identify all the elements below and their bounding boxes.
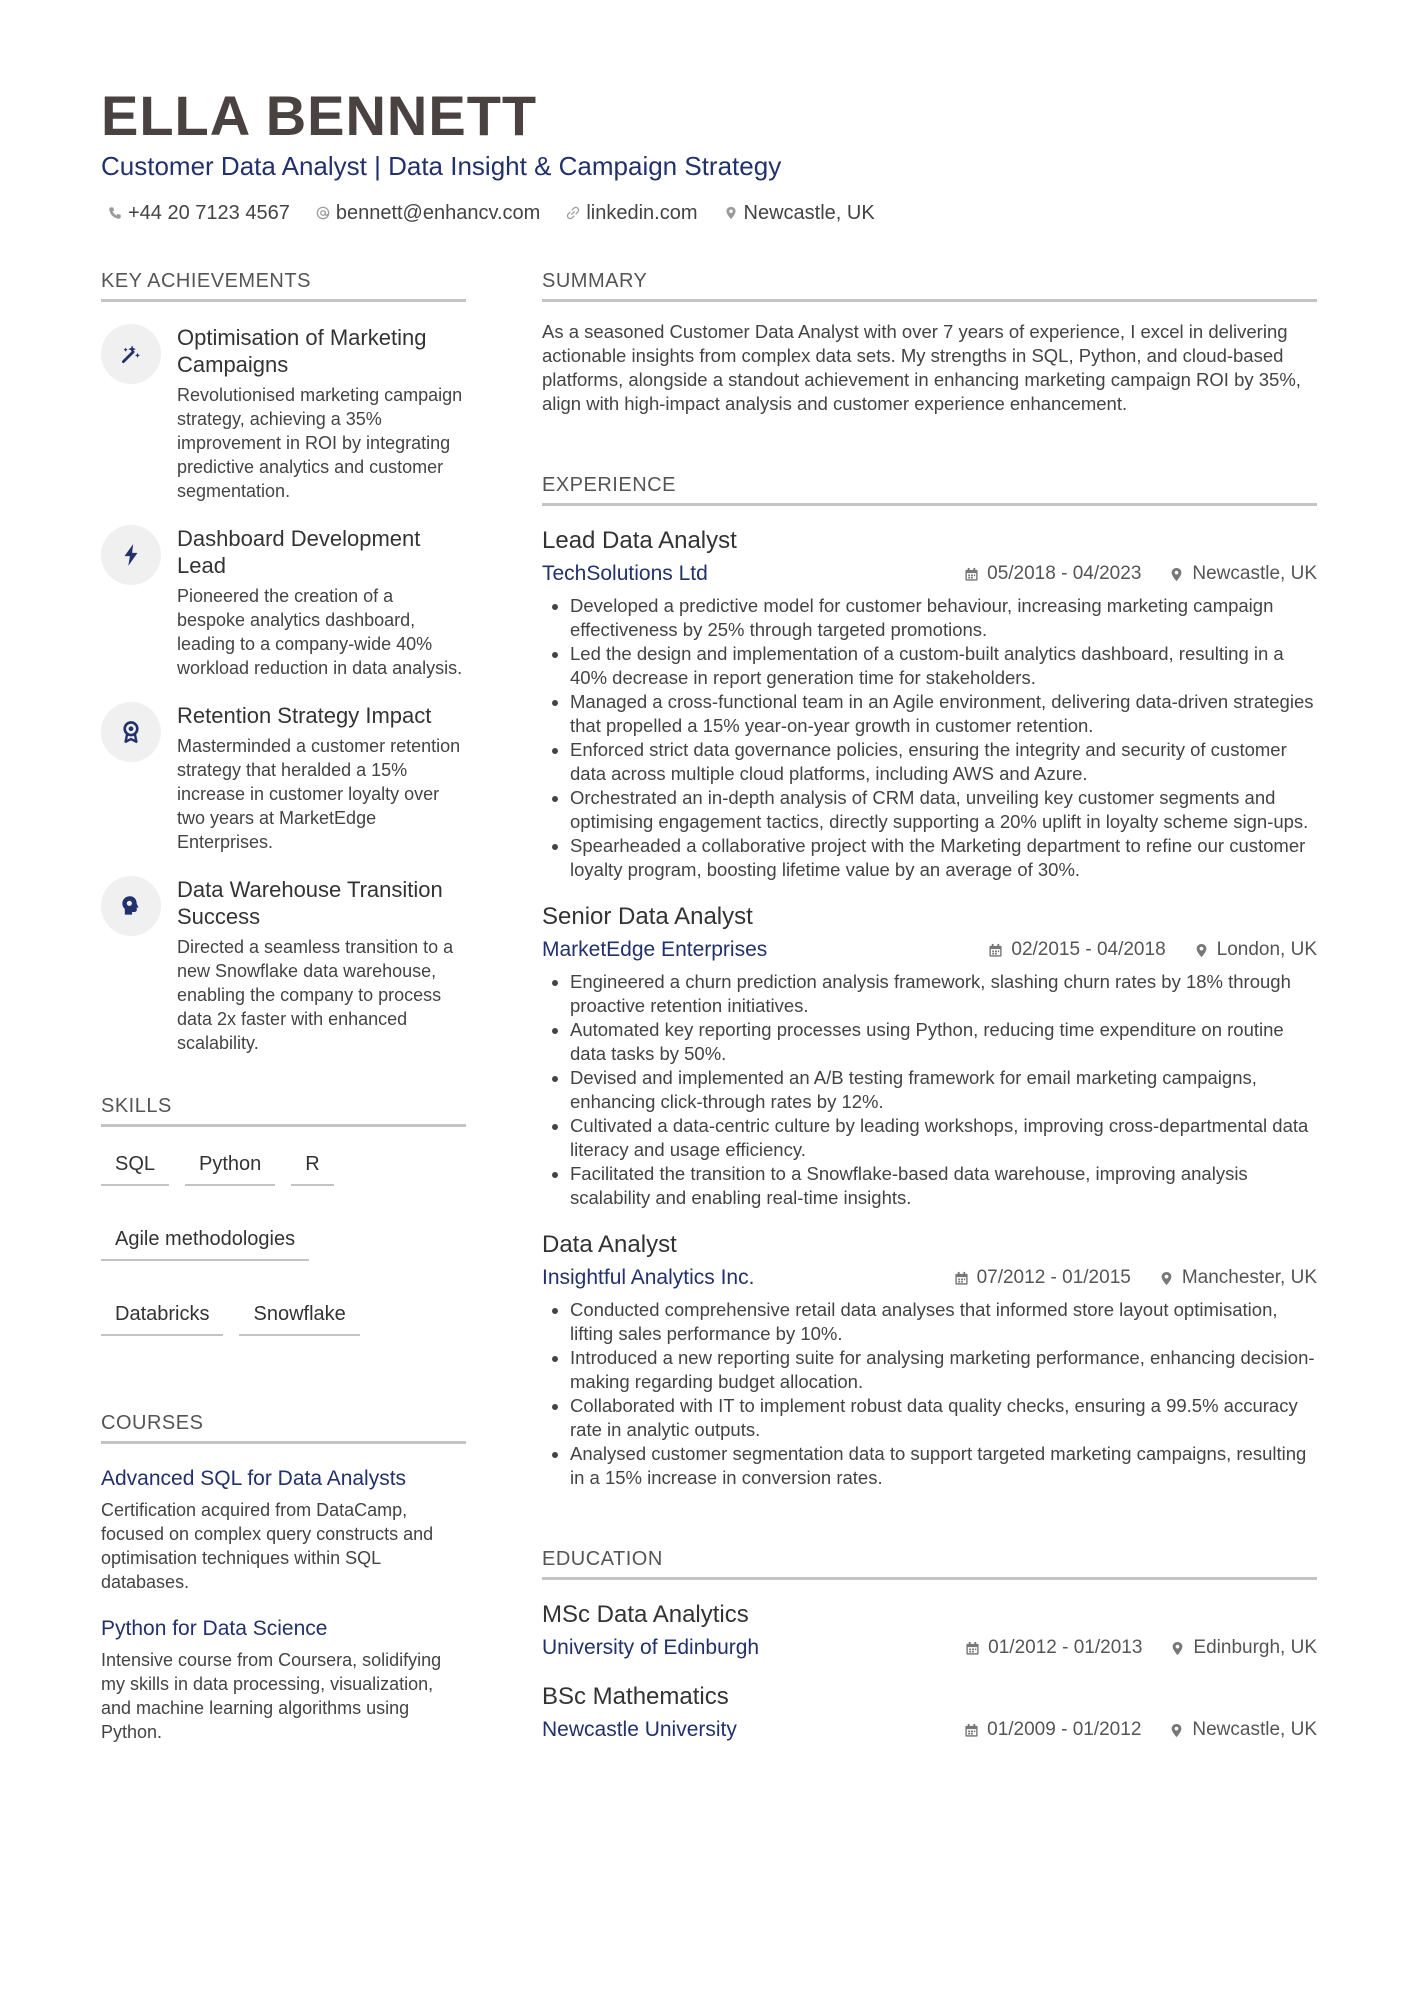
achievement-title: Data Warehouse Transition Success [177, 877, 443, 929]
achievement-title: Retention Strategy Impact [177, 703, 432, 728]
job-location [1159, 1267, 1317, 1289]
phone-text: +44 20 7123 4567 [128, 201, 290, 224]
job-title: Senior Data Analyst [542, 903, 753, 930]
experience-heading: EXPERIENCE [542, 474, 1317, 506]
link-icon [566, 206, 580, 220]
job-bullet: • Devised and implemented an A/B testing framework for email marketing campaigns, enhancing click-through rates by 12%. [570, 1066, 1317, 1114]
skill-tag: Snowflake [239, 1301, 359, 1336]
school-name: University of Edinburgh [542, 1636, 760, 1659]
summary-text: As a seasoned Customer Data Analyst with over 7 years of experience, I excel in delivering actionable insights from complex data sets. My strengths in SQL, Python, and cloud-based platforms, alongside a standout achievement in enhancing marketing campaign ROI by 35%, align with high-impact analysis and customer experience enhancement. [542, 321, 1301, 414]
location-pin-icon [1159, 1271, 1174, 1286]
phone-icon [108, 206, 122, 220]
skill-tag: Agile methodologies [101, 1226, 309, 1261]
location-pin-icon [1194, 943, 1209, 958]
degree-title: MSc Data Analytics [542, 1601, 749, 1628]
course-desc: Intensive course from Coursera, solidifying my skills in data processing, visualization, and machine learning algorithms using Python. [101, 1650, 442, 1742]
achievement-item [101, 525, 466, 680]
course-item [101, 1466, 466, 1594]
education-dates-text: 01/2012 - 01/2013 [988, 1637, 1143, 1658]
award-icon [118, 719, 144, 745]
course-title: Advanced SQL for Data Analysts [101, 1467, 407, 1490]
achievement-item [101, 876, 466, 1055]
achievement-title: Dashboard Development Lead [177, 526, 421, 578]
job-location-text: Newcastle, UK [1192, 563, 1317, 584]
skill-tag: Python [185, 1151, 275, 1186]
education-dates-text: 01/2009 - 01/2012 [987, 1719, 1142, 1740]
education-entry [542, 1682, 1317, 1744]
contact-email[interactable] [316, 200, 541, 226]
wand-icon [118, 341, 144, 367]
contact-phone[interactable] [108, 200, 290, 226]
job-bullets [542, 970, 1317, 1210]
achievement-icon-wrap [101, 324, 161, 384]
course-title: Python for Data Science [101, 1617, 328, 1640]
job-bullet: • Facilitated the transition to a Snowflake-based data warehouse, improving analysis scalability and enabling real-time insights. [570, 1162, 1317, 1210]
contact-bar [108, 200, 875, 226]
achievement-icon-wrap [101, 525, 161, 585]
candidate-name: ELLA BENNETT [101, 84, 538, 147]
calendar-icon [965, 1641, 980, 1656]
job-location-text: London, UK [1216, 939, 1317, 960]
job-bullet: • Led the design and implementation of a custom-built analytics dashboard, resulting in a 40% decrease in report generation time for stakeholders. [570, 642, 1317, 690]
right-column [542, 270, 1317, 1744]
candidate-role: Customer Data Analyst | Data Insight & Campaign Strategy [101, 151, 782, 181]
job-bullet: • Conducted comprehensive retail data analyses that informed store layout optimisation, lifting sales performance by 10%. [570, 1298, 1317, 1346]
job-bullet: • Enforced strict data governance policies, ensuring the integrity and security of customer data across multiple cloud platforms, including AWS and Azure. [570, 738, 1317, 786]
location-text: Newcastle, UK [743, 201, 875, 224]
job-bullet: • Cultivated a data-centric culture by leading workshops, improving cross-departmental data literacy and usage efficiency. [570, 1114, 1317, 1162]
job-dates-text: 02/2015 - 04/2018 [1011, 939, 1166, 960]
job-bullets [542, 594, 1317, 882]
linkedin-text: linkedin.com [586, 201, 698, 224]
achievement-item [101, 324, 466, 503]
job-location-text: Manchester, UK [1181, 1267, 1317, 1288]
left-column [101, 270, 466, 1744]
contact-location [724, 200, 875, 226]
achievement-icon-wrap [101, 876, 161, 936]
achievement-desc: Masterminded a customer retention strategy that heralded a 15% increase in customer loyalty over two years at MarketEdge Enterprises. [177, 736, 461, 852]
job-bullet: • Engineered a churn prediction analysis framework, slashing churn rates by 18% through proactive retention initiatives. [570, 970, 1317, 1018]
job-title: Lead Data Analyst [542, 527, 737, 554]
contact-linkedin[interactable] [566, 200, 697, 226]
achievements-heading: KEY ACHIEVEMENTS [101, 270, 466, 302]
job-dates-text: 07/2012 - 01/2015 [976, 1267, 1131, 1288]
company-name: Insightful Analytics Inc. [542, 1266, 755, 1289]
courses-heading: COURSES [101, 1412, 466, 1444]
job-dates [954, 1267, 1131, 1289]
job-location [1194, 939, 1317, 961]
job-bullet: • Developed a predictive model for customer behaviour, increasing marketing campaign effectiveness by 25% through targeted promotions. [570, 594, 1317, 642]
company-name: TechSolutions Ltd [542, 562, 708, 585]
course-desc: Certification acquired from DataCamp, focused on complex query constructs and optimisation techniques within SQL databases. [101, 1500, 434, 1592]
head-brain-icon [118, 893, 144, 919]
job-bullet: • Orchestrated an in-depth analysis of CRM data, unveiling key customer segments and optimising engagement tactics, directly supporting a 20% uplift in loyalty scheme sign-ups. [570, 786, 1317, 834]
job-location [1169, 563, 1317, 585]
course-item [101, 1616, 466, 1744]
achievement-desc: Revolutionised marketing campaign strategy, achieving a 35% improvement in ROI by integrating predictive analytics and customer segmentation. [177, 385, 463, 501]
education-heading: EDUCATION [542, 1548, 1317, 1580]
location-pin-icon [1169, 1723, 1184, 1738]
skills-heading: SKILLS [101, 1095, 466, 1127]
education-location-text: Newcastle, UK [1192, 1719, 1317, 1740]
degree-title: BSc Mathematics [542, 1683, 729, 1710]
lightning-icon [118, 542, 144, 568]
calendar-icon [988, 943, 1003, 958]
achievement-item [101, 702, 466, 854]
achievement-desc: Directed a seamless transition to a new Snowflake data warehouse, enabling the company to process data 2x faster with enhanced scalability. [177, 937, 454, 1053]
job-dates-text: 05/2018 - 04/2023 [987, 563, 1142, 584]
job-entry [542, 1230, 1317, 1490]
location-pin-icon [1170, 1641, 1185, 1656]
skill-tag: SQL [101, 1151, 169, 1186]
education-location [1170, 1637, 1317, 1659]
summary-heading: SUMMARY [542, 270, 1317, 302]
job-bullet: • Analysed customer segmentation data to support targeted marketing campaigns, resulting in a 15% increase in conversion rates. [570, 1442, 1317, 1490]
achievement-icon-wrap [101, 702, 161, 762]
location-pin-icon [1169, 567, 1184, 582]
company-name: MarketEdge Enterprises [542, 938, 768, 961]
education-location [1169, 1719, 1317, 1741]
job-entry [542, 526, 1317, 882]
education-location-text: Edinburgh, UK [1193, 1637, 1317, 1658]
job-dates [964, 563, 1141, 585]
skills-list [101, 1151, 466, 1336]
location-pin-icon [724, 206, 738, 220]
job-bullet: • Introduced a new reporting suite for analysing marketing performance, enhancing decision-making regarding budget allocation. [570, 1346, 1317, 1394]
achievement-title: Optimisation of Marketing Campaigns [177, 325, 427, 377]
job-bullet: • Collaborated with IT to implement robust data quality checks, ensuring a 99.5% accuracy rate in analytic outputs. [570, 1394, 1317, 1442]
education-dates [964, 1719, 1141, 1741]
job-title: Data Analyst [542, 1231, 677, 1258]
calendar-icon [964, 1723, 979, 1738]
job-dates [988, 939, 1165, 961]
skill-tag: Databricks [101, 1301, 223, 1336]
job-bullet: • Automated key reporting processes using Python, reducing time expenditure on routine data tasks by 50%. [570, 1018, 1317, 1066]
calendar-icon [964, 567, 979, 582]
achievement-desc: Pioneered the creation of a bespoke analytics dashboard, leading to a company-wide 40% workload reduction in data analysis. [177, 586, 463, 678]
job-bullet: • Spearheaded a collaborative project with the Marketing department to refine our customer loyalty program, boosting lifetime value by an average of 30%. [570, 834, 1317, 882]
skill-tag: R [291, 1151, 333, 1186]
email-text: bennett@enhancv.com [335, 201, 541, 224]
job-bullets [542, 1298, 1317, 1490]
calendar-icon [954, 1271, 969, 1286]
education-entry [542, 1600, 1317, 1662]
job-bullet: • Managed a cross-functional team in an Agile environment, delivering data-driven strategies that propelled a 15% year-on-year growth in customer retention. [570, 690, 1317, 738]
at-icon [316, 206, 330, 220]
job-entry [542, 902, 1317, 1210]
school-name: Newcastle University [542, 1718, 737, 1741]
education-dates [965, 1637, 1142, 1659]
